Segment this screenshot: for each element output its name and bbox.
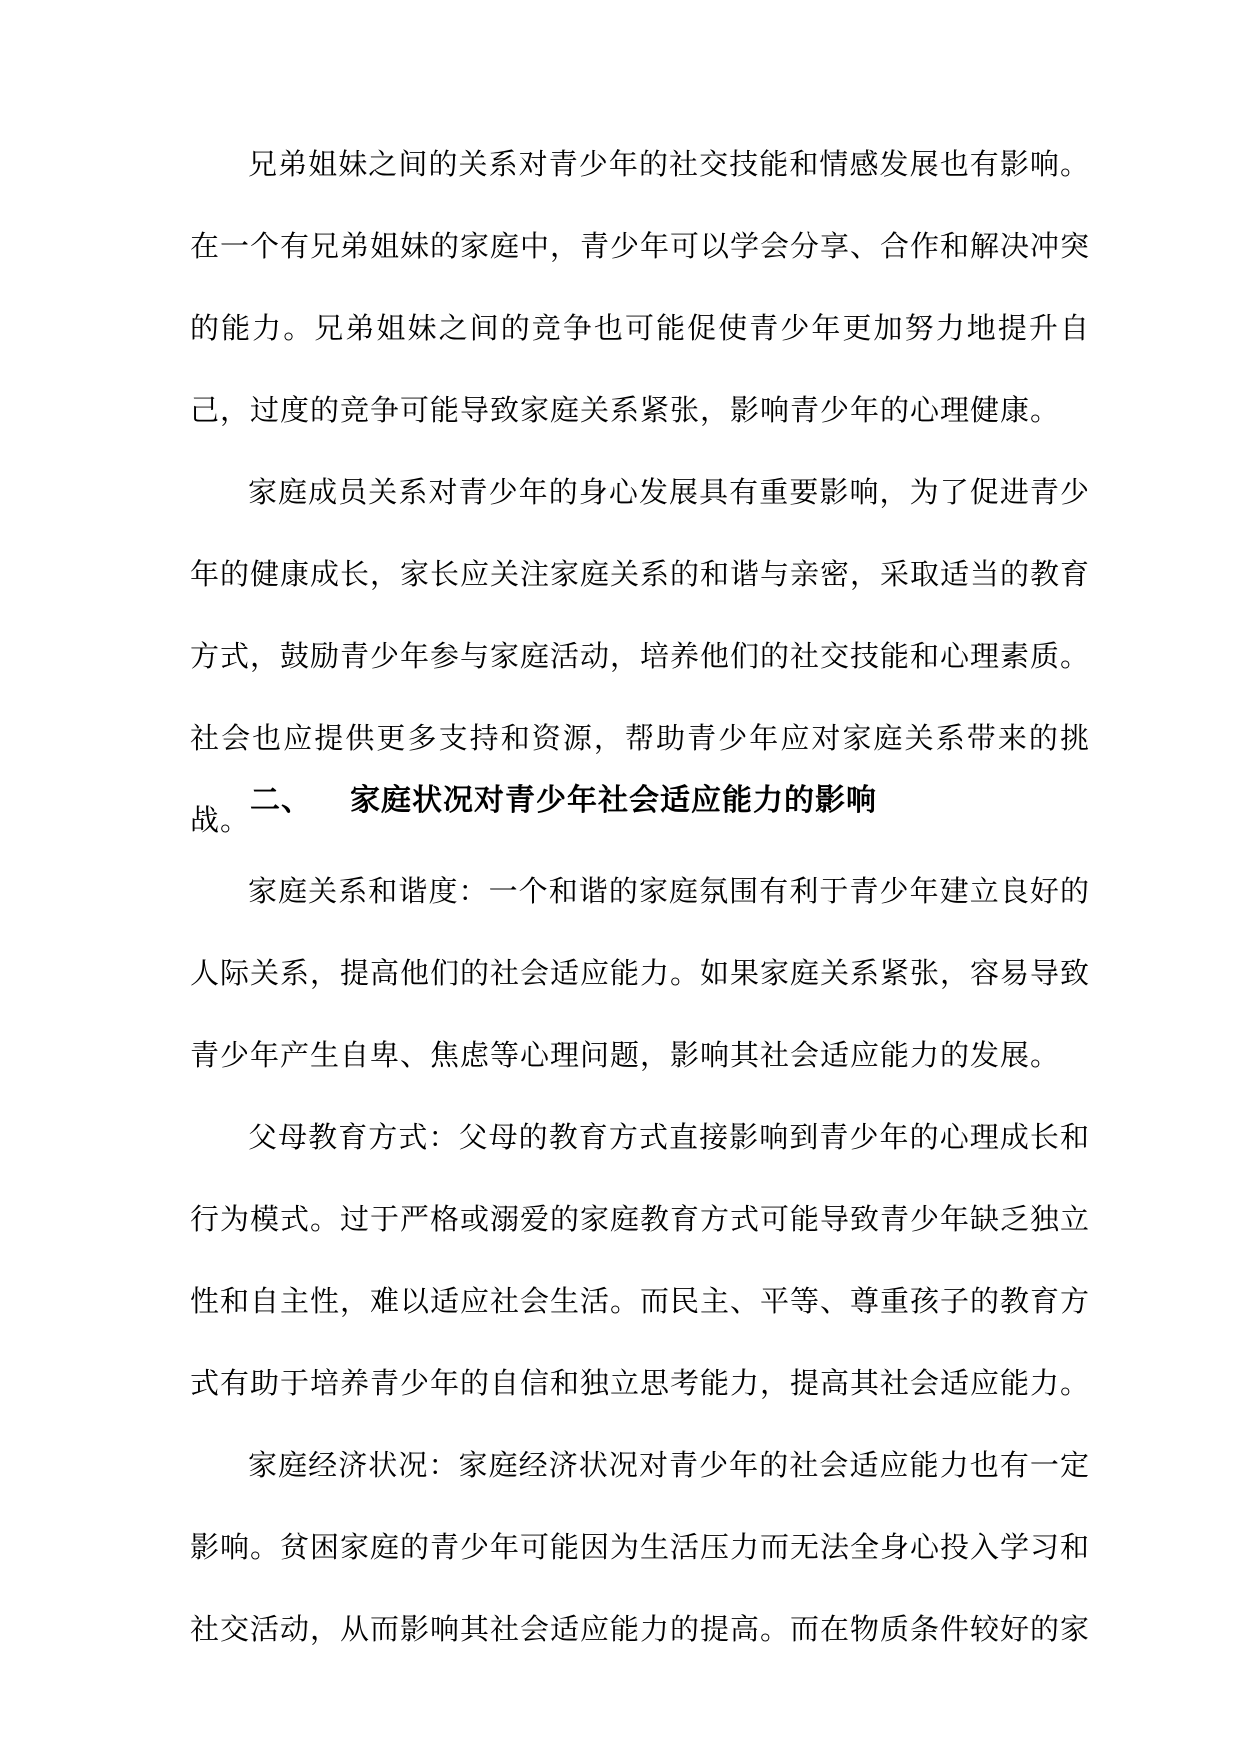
paragraph-economic-status: 家庭经济状况：家庭经济状况对青少年的社会适应能力也有一定影响。贫困家庭的青少年可能因为生活压力而无法全身心投入学习和社交活动，从而影响其社会适应能力的提高。而在物质条件较好的家 bbox=[190, 1448, 1091, 1646]
bottom-text-block bbox=[190, 850, 1090, 1670]
section-heading bbox=[250, 775, 877, 819]
paragraph-family-harmony: 家庭关系和谐度：一个和谐的家庭氛围有利于青少年建立良好的人际关系，提高他们的社会适应能力。如果家庭关系紧张，容易导致青少年产生自卑、焦虑等心理问题，影响其社会适应能力的发展。 bbox=[190, 874, 1091, 1072]
paragraph-siblings: 兄弟姐妹之间的关系对青少年的社交技能和情感发展也有影响。在一个有兄弟姐妹的家庭中，青少年可以学会分享、合作和解决冲突的能力。兄弟姐妹之间的竞争也可能促使青少年更加努力地提升自己，过度的竞争可能导致家庭关系紧张，影响青少年的心理健康。 bbox=[190, 147, 1091, 427]
paragraph-family-relations-summary: 家庭成员关系对青少年的身心发展具有重要影响，为了促进青少年的健康成长，家长应关注家庭关系的和谐与亲密，采取适当的教育方式，鼓励青少年参与家庭活动，培养他们的社交技能和心理素质。社会也应提供更多支持和资源，帮助青少年应对家庭关系带来的挑战。 bbox=[190, 475, 1091, 837]
paragraph-parenting-style: 父母教育方式：父母的教育方式直接影响到青少年的心理成长和行为模式。过于严格或溺爱的家庭教育方式可能导致青少年缺乏独立性和自主性，难以适应社会生活。而民主、平等、尊重孩子的教育方式有助于培养青少年的自信和独立思考能力，提高其社会适应能力。 bbox=[190, 1120, 1091, 1400]
top-text-block bbox=[190, 123, 1090, 861]
section-number: 二、 bbox=[250, 783, 312, 818]
section-title: 家庭状况对青少年社会适应能力的影响 bbox=[350, 783, 877, 818]
